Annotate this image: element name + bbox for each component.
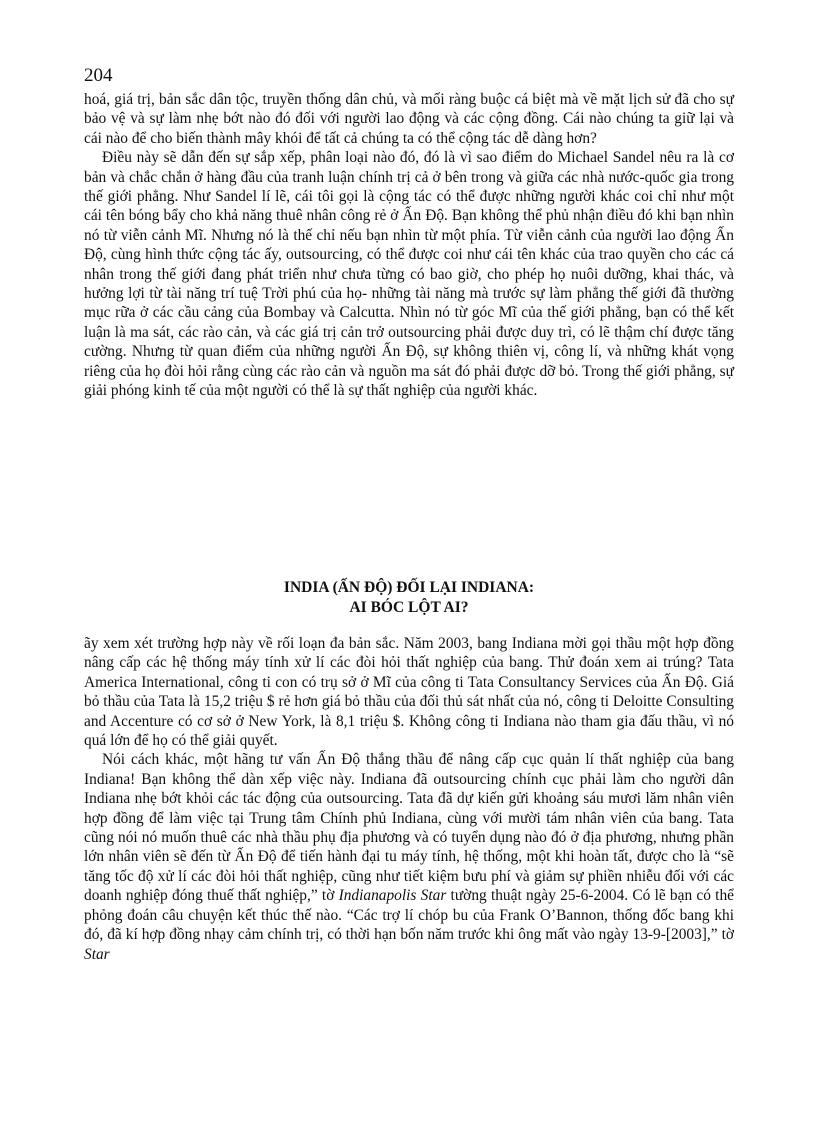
- text-run: tường thuật ngày 25-6-2004. Có lẽ bạn có thể phỏng đoán câu chuyện kết thúc thế nào. “Các trợ lí chóp bu của Frank O’Bannon, thống đốc bang khi đó, đã kí hợp đồng nhạy cảm chính trị, có thời hạn bốn năm trước khi ông mất vào ngày 13-9-[2003],” tờ: [84, 887, 734, 944]
- text-run: Nói cách khác, một hãng tư vấn Ấn Độ thắng thầu để nâng cấp cục quản lí thất nghiệp của bang Indiana! Bạn không thể dàn xếp việc này. Indiana đã outsourcing chính cục phải làm cho người dân Indiana nhẹ bớt khỏi các tác động của outsourcing. Tata đã dự kiến gửi khoảng sáu mươi lăm nhân viên hợp đồng để làm việc tại Trung tâm Chính phủ Indiana, cùng với mười tám nhân viên của bang. Tata cũng nói nó muốn thuê các nhà thầu phụ địa phương và có tuyển dụng nào đó ở địa phương, nhưng phần lớn nhân viên sẽ đến từ Ấn Độ để tiến hành đại tu máy tính, hệ thống, một khi hoàn tất, được cho là “sẽ tăng tốc độ xử lí các đòi hỏi thất nghiệp, cũng như tiết kiệm bưu phí và giảm sự phiền nhiễu đối với các doanh nghiệp đóng thuế thất nghiệp,” tờ: [84, 751, 734, 905]
- heading-line-1: INDIA (ẤN ĐỘ) ĐỐI LẠI INDIANA:: [283, 579, 535, 596]
- paragraph-indiana-outsourcing: [84, 750, 734, 963]
- page-number: 204: [84, 65, 113, 86]
- italic-source-name: Star: [84, 945, 110, 963]
- body-section-1: [84, 90, 734, 401]
- italic-source-name: Indianapolis Star: [338, 887, 447, 905]
- paragraph-continuation: hoá, giá trị, bản sắc dân tộc, truyền thống dân chủ, và mối ràng buộc cá biệt mà về mặt lịch sử đã cho sự bảo vệ và sự làm nhẹ bớt nào đó đối với người lao động và các cộng đồng. Cái nào chúng ta giữ lại và cái nào để cho biến thành mây khói để tất cả chúng ta có thể cộng tác dễ dàng hơn?: [84, 91, 734, 147]
- paragraph-indiana-bid: ãy xem xét trường hợp này về rối loạn đa bản sắc. Năm 2003, bang Indiana mời gọi thầu một hợp đồng nâng cấp các hệ thống máy tính xử lí các đòi hỏi thất nghiệp của bang. Thử đoán xem ai trúng? Tata America International, công ti con có trụ sở ở Mĩ của công ti Tata Consultancy Services của Ấn Độ. Giá bỏ thầu của Tata là 15,2 triệu $ rẻ hơn giá bỏ thầu của đối thủ sát nhất của nó, công ti Deloitte Consulting and Accenture có cơ sở ở New York, là 8,1 triệu $. Không công ti Indiana nào tham gia đấu thầu, vì nó quá lớn để họ có thể giải quyết.: [84, 635, 734, 750]
- body-section-2: [84, 634, 734, 964]
- section-heading: [84, 578, 734, 617]
- paragraph-sandel: Điều này sẽ dẫn đến sự sắp xếp, phân loại nào đó, đó là vì sao điểm do Michael Sandel nêu ra là cơ bản và chắc chắn ở hàng đầu của tranh luận chính trị cả ở bên trong và giữa các nhà nước-quốc gia trong thế giới phẳng. Như Sandel lí lẽ, cái tôi gọi là cộng tác có thể được những người khác coi chỉ như một cái tên bóng bẩy cho khả năng thuê nhân công rẻ ở Ấn Độ. Bạn không thể phủ nhận điều đó khi bạn nhìn nó từ viễn cảnh Mĩ. Nhưng nó là thế chỉ nếu bạn nhìn từ một phía. Từ viễn cảnh của người lao động Ấn Độ, cùng hình thức cộng tác ấy, outsourcing, có thể được coi như cái tên khác của trao quyền cho các cá nhân trong thế giới đang phát triển như chưa từng có bao giờ, cho phép họ nuôi dưỡng, khai thác, và hưởng lợi từ tài năng trí tuệ Trời phú của họ- những tài năng mà trước sự làm phẳng thế giới đã thường mục rữa ở các cầu cảng của Bombay và Calcutta. Nhìn nó từ góc Mĩ của thế giới phẳng, bạn có thể kết luận là ma sát, các rào cản, và các giá trị cản trở outsourcing phải được duy trì, có lẽ thậm chí được tăng cường. Nhưng từ quan điểm của những người Ấn Độ, sự không thiên vị, công lí, và những khát vọng riêng của họ đòi hỏi rằng cùng các rào cản và nguồn ma sát đó phải được dỡ bỏ. Trong thế giới phẳng, sự giải phóng kinh tế của một người có thể là sự thất nghiệp của người khác.: [84, 149, 734, 400]
- heading-line-2: AI BÓC LỘT AI?: [349, 598, 469, 616]
